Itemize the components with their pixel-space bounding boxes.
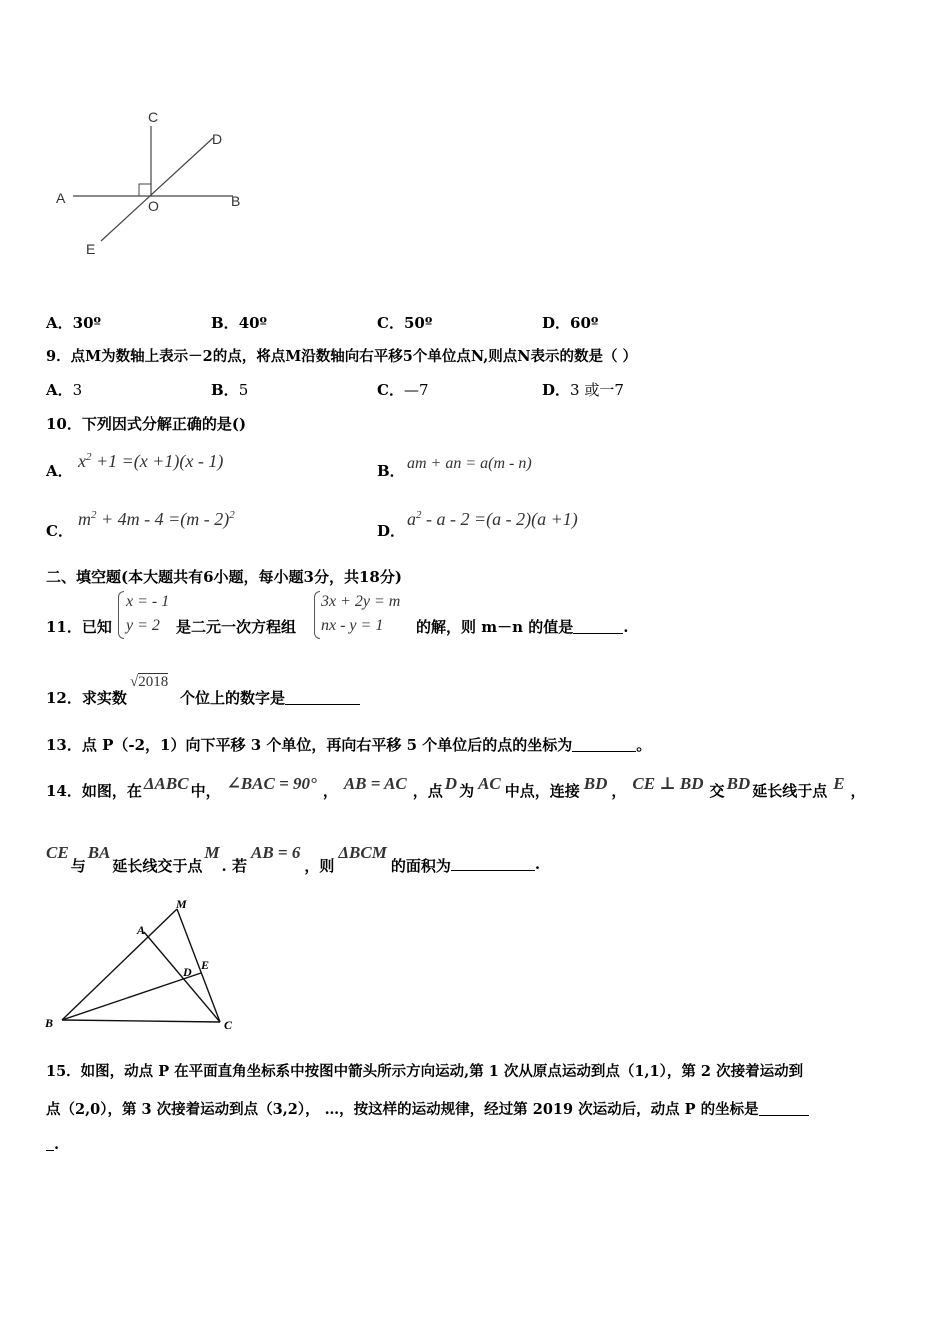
q11-system-1: x = - 1 y = 2: [126, 593, 170, 634]
q11-brace-1: [118, 591, 124, 639]
q12-suffix: 个位上的数字是: [180, 687, 360, 708]
q10-stem: 10．下列因式分解正确的是(): [46, 415, 247, 433]
label-o: O: [148, 198, 159, 214]
q9-option-b: B．5: [211, 381, 249, 399]
line-de: [101, 138, 213, 241]
q9-option-c: C．—7: [377, 381, 429, 399]
q12-radical: √2018: [130, 674, 169, 690]
label-c: C: [148, 109, 159, 125]
angle-figure: [45, 100, 255, 265]
label-d2: D: [183, 965, 192, 979]
label-m: M: [176, 897, 187, 911]
q15-line-3: .: [46, 1136, 59, 1153]
q11-middle: 是二元一次方程组: [176, 618, 297, 636]
q8-option-b: B．40º: [211, 314, 268, 332]
q9-option-d: D．3 或一7: [542, 381, 624, 399]
q11-answer-blank[interactable]: [573, 619, 623, 634]
q15-answer-blank-cont[interactable]: [46, 1136, 54, 1151]
section-2-heading: 二、填空题(本大题共有6小题，每小题3分，共18分): [46, 568, 402, 586]
q14-answer-blank[interactable]: [451, 856, 535, 871]
label-e: E: [86, 241, 96, 257]
q12-answer-blank[interactable]: [285, 690, 360, 705]
side-bm: [62, 909, 177, 1020]
q11-suffix: 的解，则 m－n 的值是 .: [416, 618, 629, 636]
q10-option-d-letter: D．: [377, 522, 406, 540]
label-b: B: [231, 193, 241, 209]
q9-option-a: A．3: [46, 381, 83, 399]
q11-system-2: 3x + 2y = m nx - y = 1: [321, 593, 401, 634]
label-e2: E: [201, 958, 210, 972]
q10-option-d-expr: $a^2 - a - 2 =(a - 2)(a +1)$: [407, 509, 578, 529]
q15-line-1: 15．如图，动点 P 在平面直角坐标系中按图中箭头所示方向运动,第 1 次从原点运动到点（1,1），第 2 次接着运动到: [46, 1063, 804, 1080]
side-bc: [62, 1020, 220, 1022]
q9-stem: 9．点M为数轴上表示－2的点，将点M沿数轴向右平移5个单位点N,则点N表示的数是（ ）: [46, 348, 638, 365]
q10-option-b-letter: B．: [377, 462, 405, 480]
right-angle-mark: [139, 184, 151, 196]
segment-be: [62, 973, 201, 1020]
q13-answer-blank[interactable]: [572, 737, 636, 752]
label-a: A: [56, 190, 66, 206]
q10-option-c-letter: C．: [46, 522, 73, 540]
q8-option-a: A．30º: [46, 314, 102, 332]
label-d: D: [212, 131, 223, 147]
q8-option-d: D．60º: [542, 314, 599, 332]
q10-option-c-expr: $m^2 + 4m - 4 =(m - 2)^2$: [78, 509, 235, 529]
q11-prefix: 11．已知: [46, 618, 112, 636]
triangle-figure: [40, 895, 250, 1040]
label-b2: B: [45, 1016, 54, 1030]
q13-text: 13．点 P（-2，1）向下平移 3 个单位，再向右平移 5 个单位后的点的坐标为 。: [46, 736, 652, 754]
side-ac: [144, 932, 220, 1022]
q11-brace-2: [314, 591, 320, 639]
q15-answer-blank[interactable]: [759, 1101, 809, 1116]
q10-option-a-expr: $x^2 +1 =(x +1)(x - 1)$: [78, 451, 224, 471]
q15-line-2: 点（2,0），第 3 次接着运动到点（3,2）， …，按这样的运动规律，经过第 2019 次运动后，动点 P 的坐标是: [46, 1098, 809, 1119]
label-a2: A: [137, 923, 146, 937]
q10-option-b-expr: am + an = a(m - n): [407, 455, 532, 472]
q10-option-a-letter: A．: [46, 462, 73, 480]
q12-prefix: 12．求实数: [46, 689, 127, 707]
label-c2: C: [224, 1018, 233, 1032]
q14-line-2: CE 与 BA 延长线交于点 M . 若 AB = 6 ，则 ΔBCM 的面积为 .: [46, 843, 541, 875]
q14-line-1: 14．如图，在 ΔABC 中， ∠BAC = 90° ， AB = AC ，点 D 为 AC 中点，连接 BD ， CE ⊥ BD 交 BD 延长线于点 E ，: [46, 774, 866, 800]
q8-option-c: C．50º: [377, 314, 433, 332]
